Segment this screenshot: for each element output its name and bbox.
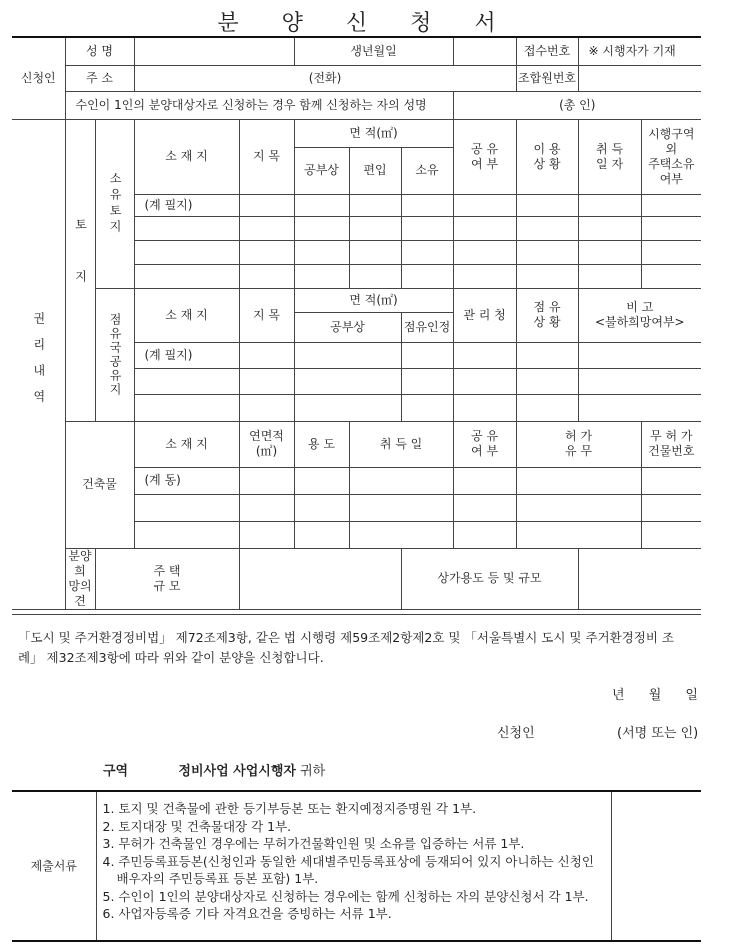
building-label: 건축물 (65, 421, 134, 548)
cell[interactable] (134, 394, 239, 421)
state-landtype-header: 지 목 (239, 288, 294, 342)
state-area-header: 면 적(㎡) (294, 288, 453, 312)
cell[interactable] (294, 264, 349, 288)
remarks-header: 비 고 <불하희망여부> (578, 288, 701, 342)
cell[interactable] (239, 467, 294, 494)
cell[interactable] (453, 240, 516, 264)
state-location-header: 소 재 지 (134, 288, 239, 342)
cell[interactable] (294, 494, 349, 521)
rights-label: 권리내역 (12, 119, 65, 609)
birth-label: 생년월일 (294, 37, 453, 65)
cell[interactable] (453, 194, 516, 216)
cell[interactable] (239, 368, 294, 394)
cell[interactable] (453, 342, 516, 368)
cell[interactable] (578, 194, 641, 216)
cell[interactable] (516, 521, 641, 548)
cell[interactable] (516, 368, 578, 394)
owned-coown-header: 공 유 여 부 (453, 119, 516, 194)
cell[interactable] (516, 494, 641, 521)
no-permit-header: 무 허 가 건물번호 (641, 421, 701, 467)
state-area-public-header: 공부상 (294, 312, 401, 342)
joint-total-field[interactable]: (총 인) (453, 91, 701, 119)
cell[interactable] (401, 264, 453, 288)
cell[interactable] (294, 240, 349, 264)
addressee-suffix: 귀하 (300, 764, 326, 779)
cell[interactable] (134, 368, 239, 394)
building-location-header: 소 재 지 (134, 421, 239, 467)
management-header: 관 리 청 (453, 288, 516, 342)
cell[interactable] (294, 394, 401, 421)
doc-item-4-cont: 배우자의 주민등록표 등본 포함) 1부. (116, 871, 319, 886)
cell[interactable] (134, 264, 239, 288)
cell[interactable] (578, 240, 641, 264)
desire-label: 분양희 망의견 (65, 548, 95, 609)
name-field[interactable] (134, 37, 294, 65)
cell[interactable] (294, 216, 349, 240)
addressee-operator: 정비사업 사업시행자 (178, 764, 296, 779)
doc-item-4: 4. 주민등록표등본(신청인과 동일한 세대별주민등록표상에 등재되어 있지 아니하는 신청인 (102, 853, 594, 869)
cell[interactable] (401, 368, 453, 394)
cell[interactable] (516, 467, 641, 494)
owned-acquire-header: 취 득 일 자 (578, 119, 641, 194)
owned-landtype-header: 지 목 (239, 119, 294, 194)
cell[interactable] (349, 216, 401, 240)
land-label: 토지 (65, 119, 95, 421)
cell[interactable] (239, 194, 294, 216)
commercial-field[interactable] (578, 548, 701, 609)
section-divider (12, 614, 701, 615)
doc-item-3: 3. 무허가 건축물인 경우에는 무허가건물확인원 및 소유를 입증하는 서류 1부. (102, 836, 525, 851)
date-line[interactable]: 년 월 일 (612, 688, 698, 703)
cell[interactable] (453, 394, 516, 421)
cell[interactable] (453, 264, 516, 288)
cell[interactable] (641, 467, 701, 494)
area-own-header: 소유 (401, 147, 453, 194)
cell[interactable] (349, 521, 453, 548)
cell[interactable] (349, 467, 453, 494)
cell[interactable] (134, 494, 239, 521)
cell[interactable] (239, 521, 294, 548)
cell[interactable] (239, 264, 294, 288)
owned-location-header: 소 재 지 (134, 119, 239, 194)
acquire-day-header: 취 득 일 (349, 421, 453, 467)
birth-field[interactable] (453, 37, 516, 65)
cell[interactable] (349, 240, 401, 264)
cell[interactable] (453, 368, 516, 394)
cell[interactable] (294, 521, 349, 548)
cell[interactable] (641, 194, 701, 216)
doc-item-1: 1. 토지 및 건축물에 관한 등기부등본 또는 환지예정지증명원 각 1부. (102, 801, 477, 816)
documents-list (96, 791, 611, 941)
state-land-label: 점유국공유지 (95, 288, 134, 421)
cell[interactable] (516, 240, 578, 264)
cell[interactable] (516, 342, 578, 368)
signature-field[interactable]: (서명 또는 인) (617, 726, 699, 741)
cell[interactable] (134, 216, 239, 240)
cell[interactable] (578, 264, 641, 288)
cell[interactable] (641, 494, 701, 521)
cell[interactable] (134, 521, 239, 548)
cell[interactable] (578, 216, 641, 240)
cell[interactable] (516, 264, 578, 288)
cell[interactable] (239, 494, 294, 521)
doc-item-6: 6. 사업자등록증 기타 자격요건을 증빙하는 서류 1부. (102, 906, 392, 921)
cell[interactable] (401, 240, 453, 264)
cell[interactable] (578, 342, 701, 368)
cell[interactable] (134, 240, 239, 264)
cell[interactable] (453, 494, 516, 521)
cell[interactable] (349, 194, 401, 216)
cell[interactable] (401, 394, 453, 421)
cell[interactable] (239, 240, 294, 264)
cell[interactable] (401, 216, 453, 240)
cell[interactable] (516, 194, 578, 216)
owned-land-label: 소유토지 (95, 119, 134, 288)
cell[interactable] (294, 467, 349, 494)
zone-house-header: 시행구역 외 주택소유 여부 (641, 119, 701, 194)
address-label: 주 소 (65, 65, 134, 91)
cell[interactable] (453, 216, 516, 240)
cell[interactable] (349, 494, 453, 521)
joint-applicants-text: 수인이 1인의 분양대상자로 신청하는 경우 함께 신청하는 자의 성명 (65, 91, 453, 119)
cell[interactable] (578, 394, 701, 421)
documents-label: 제출서류 (12, 791, 96, 941)
cell[interactable] (401, 342, 453, 368)
doc-item-2: 2. 토지대장 및 건축물대장 각 1부. (102, 818, 292, 834)
house-size-field[interactable] (239, 548, 401, 609)
application-statement: 「도시 및 주거환경정비법」 제72조제3항, 같은 법 시행령 제59조제2항제2호 및 「서울특별시 도시 및 주거환경정비 조례」 제32조제3항에 따라 위와 같이 분양을 신청합니다. (18, 630, 674, 665)
cell[interactable] (294, 342, 401, 368)
applicant-sign-label: 신청인 (497, 726, 535, 741)
total-area-header: 연면적 (㎡) (239, 421, 294, 467)
cell[interactable] (349, 264, 401, 288)
documents-check-field[interactable] (611, 791, 701, 941)
occupy-status-header: 점 유 상 황 (516, 288, 578, 342)
cell[interactable] (239, 342, 294, 368)
cell[interactable] (641, 216, 701, 240)
name-label: 성 명 (65, 37, 134, 65)
addressee-zone: 구역 (103, 764, 129, 779)
member-no-field[interactable] (578, 65, 701, 91)
building-total: (계 동) (134, 467, 239, 494)
commercial-label: 상가용도 등 및 규모 (401, 548, 578, 609)
cell[interactable] (453, 521, 516, 548)
cell[interactable] (578, 368, 701, 394)
cell[interactable] (453, 467, 516, 494)
receipt-no-label: 접수번호 (516, 37, 578, 65)
applicant-label: 신청인 (12, 37, 65, 119)
area-public-header: 공부상 (294, 147, 349, 194)
cell[interactable] (239, 394, 294, 421)
cell[interactable] (401, 194, 453, 216)
owned-area-header: 면 적(㎡) (294, 119, 453, 147)
cell[interactable] (294, 368, 401, 394)
doc-item-5: 5. 수인이 1인의 분양대상자로 신청하는 경우에는 함께 신청하는 자의 분양신청서 각 1부. (102, 888, 589, 904)
phone-field[interactable]: (전화) (134, 65, 516, 91)
receipt-note: ※ 시행자가 기재 (578, 37, 701, 65)
cell[interactable] (516, 394, 578, 421)
area-incorp-header: 편입 (349, 147, 401, 194)
documents-table (12, 790, 701, 942)
owned-usage-header: 이 용 상 황 (516, 119, 578, 194)
area-occupied-header: 점유인정 (401, 312, 453, 342)
house-size-label: 주 택 규 모 (95, 548, 239, 609)
cell[interactable] (516, 216, 578, 240)
cell[interactable] (641, 264, 701, 288)
cell[interactable] (239, 216, 294, 240)
cell[interactable] (641, 240, 701, 264)
addressee (103, 760, 325, 779)
cell[interactable] (294, 194, 349, 216)
permit-header: 허 가 유 무 (516, 421, 641, 467)
owned-total-lots: (계 필지) (134, 194, 239, 216)
cell[interactable] (641, 521, 701, 548)
use-header: 용 도 (294, 421, 349, 467)
state-total-lots: (계 필지) (134, 342, 239, 368)
application-table (12, 36, 701, 610)
building-coown-header: 공 유 여 부 (453, 421, 516, 467)
form-title: 분 양 신 청 서 (217, 11, 514, 36)
member-no-label: 조합원번호 (516, 65, 578, 91)
